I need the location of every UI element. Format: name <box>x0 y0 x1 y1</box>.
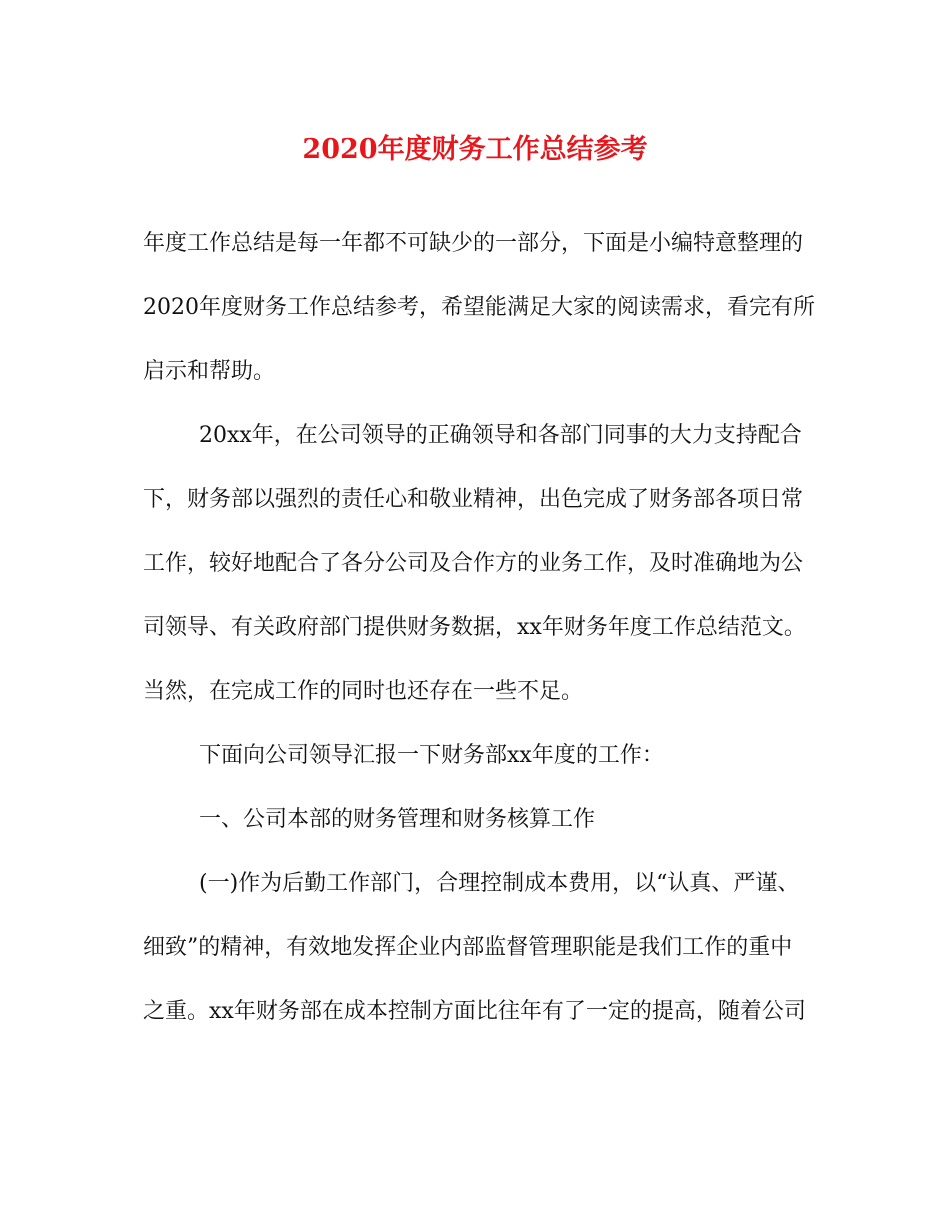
document-title: 2020年度财务工作总结参考 <box>302 134 648 165</box>
paragraph-line: 司领导、有关政府部门提供财务数据，xx年财务年度工作总结范文。 <box>143 615 806 640</box>
paragraph-line: 2020年度财务工作总结参考，希望能满足大家的阅读需求，看完有所 <box>143 295 815 320</box>
paragraph-line: 20xx年，在公司领导的正确领导和各部门同事的大力支持配合 <box>199 423 802 448</box>
section-heading: 一、公司本部的财务管理和财务核算工作 <box>199 807 596 832</box>
paragraph-line: 启示和帮助。 <box>143 359 276 384</box>
paragraph-line: 下，财务部以强烈的责任心和敬业精神，出色完成了财务部各项日常 <box>143 487 804 512</box>
paragraph-line: 下面向公司领导汇报一下财务部xx年度的工作： <box>199 743 664 768</box>
paragraph-line: 细致”的精神，有效地发挥企业内部监督管理职能是我们工作的重中 <box>143 935 793 960</box>
paragraph-line: (一)作为后勤工作部门，合理控制成本费用，以“认真、严谨、 <box>199 871 800 896</box>
paragraph-line: 年度工作总结是每一年都不可缺少的一部分，下面是小编特意整理的 <box>143 231 804 256</box>
paragraph-line: 当然，在完成工作的同时也还存在一些不足。 <box>143 679 584 704</box>
paragraph-line: 工作，较好地配合了各分公司及合作方的业务工作，及时准确地为公 <box>143 551 804 576</box>
paragraph-line: 之重。xx年财务部在成本控制方面比往年有了一定的提高，随着公司 <box>143 999 806 1024</box>
